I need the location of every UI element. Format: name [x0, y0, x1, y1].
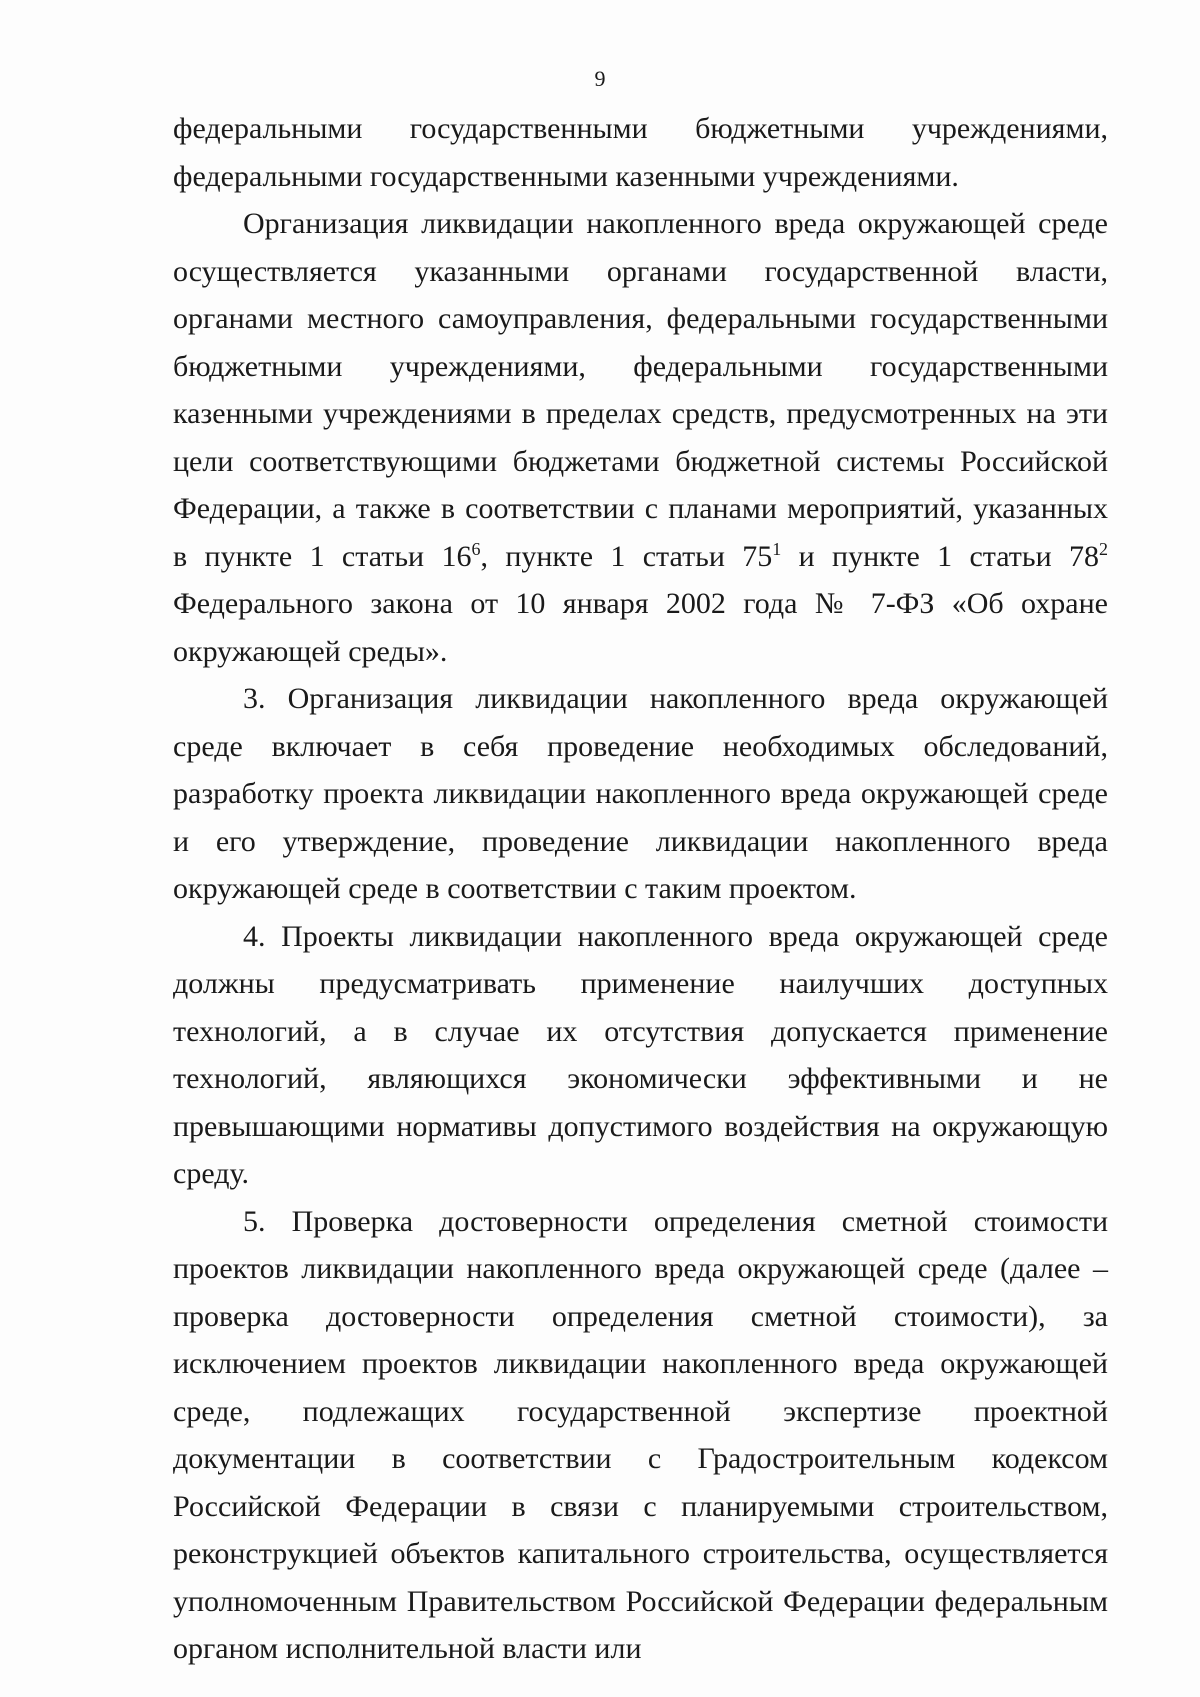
- paragraph-item-4: 4. Проекты ликвидации накопленного вреда окружающей среде должны предусматривать применение наилучших доступных технологий, а в случае их отсутствия допускается применение технологий, являющихся экономически эффективными и не превышающими нормативы допустимого воздействия на окружающую среду.: [173, 919, 1108, 1190]
- paragraph-text: и пункте 1 статьи 78: [781, 539, 1099, 573]
- paragraph-organization: [173, 200, 1108, 675]
- paragraph-text: Организация ликвидации накопленного вреда окружающей среде осуществляется указанными органами государственной власти, органами местного самоуправления, федеральными государственными бюджетными учреждениями, федеральными государственными казенными учреждениями в пределах средств, предусмотренных на эти цели соответствующими бюджетами бюджетной системы Российской Федерации, а также в соответствии с планами мероприятий, указанных в пункте 1 статьи 16: [173, 207, 1108, 573]
- paragraph-text: Федерального закона от 10 января 2002 года № 7-ФЗ «Об охране окружающей среды».: [173, 587, 1108, 668]
- paragraph-text: , пункте 1 статьи 75: [480, 539, 773, 573]
- footnote-superscript: 2: [1099, 538, 1108, 559]
- paragraph-item-5: 5. Проверка достоверности определения сметной стоимости проектов ликвидации накопленного вреда окружающей среде (далее – проверка достоверности определения сметной стоимости), за исключением проектов ликвидации накопленного вреда окружающей среде, подлежащих государственной экспертизе проектной документации в соответствии с Градостроительным кодексом Российской Федерации в связи с планируемыми строительством, реконструкцией объектов капитального строительства, осуществляется уполномоченным Правительством Российской Федерации федеральным органом исполнительной власти или: [173, 1204, 1108, 1665]
- paragraph-continuation: федеральными государственными бюджетными учреждениями, федеральными государственными казенными учреждениями.: [173, 112, 1108, 193]
- document-body: [173, 105, 1108, 1673]
- paragraph-item-3: 3. Организация ликвидации накопленного вреда окружающей среде включает в себя проведение необходимых обследований, разработку проекта ликвидации накопленного вреда окружающей среде и его утверждение, проведение ликвидации накопленного вреда окружающей среде в соответствии с таким проектом.: [173, 682, 1108, 905]
- footnote-superscript: 6: [471, 538, 481, 559]
- footnote-superscript: 1: [772, 538, 782, 559]
- page-number: 9: [594, 66, 606, 91]
